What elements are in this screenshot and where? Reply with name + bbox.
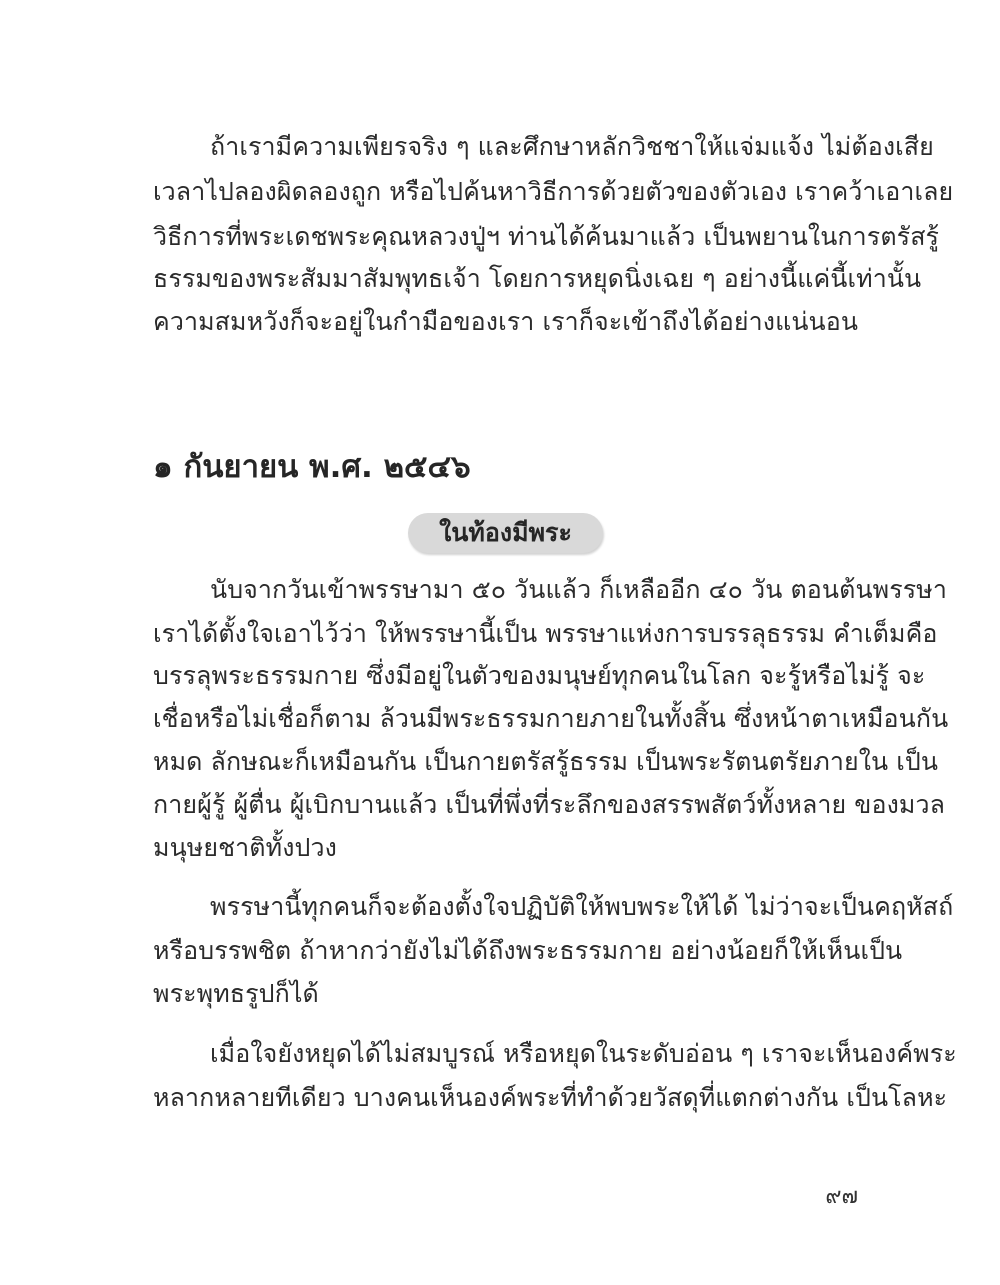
paragraph-line: เชื่อหรือไม่เชื่อก็ตาม ล้วนมีพระธรรมกายภายในทั้งสิ้น ซึ่งหน้าตาเหมือนกัน [153,704,949,733]
paragraph-line: เวลาไปลองผิดลองถูก หรือไปค้นหาวิธีการด้วยตัวของตัวเอง เราคว้าเอาเลย [153,177,954,206]
section-title-badge [408,513,603,553]
paragraph-line: กายผู้รู้ ผู้ตื่น ผู้เบิกบานแล้ว เป็นที่พึ่งที่ระลึกของสรรพสัตว์ทั้งหลาย ของมวล [153,790,946,819]
paragraph-line: เราได้ตั้งใจเอาไว้ว่า ให้พรรษานี้เป็น พรรษาแห่งการบรรลุธรรม คำเต็มคือ [153,619,938,648]
page-number: ๙๗ [825,1184,858,1209]
paragraph-line: เมื่อใจยังหยุดได้ไม่สมบูรณ์ หรือหยุดในระดับอ่อน ๆ เราจะเห็นองค์พระ [210,1039,957,1068]
paragraph-line: หรือบรรพชิต ถ้าหากว่ายังไม่ได้ถึงพระธรรมกาย อย่างน้อยก็ให้เห็นเป็น [153,936,903,965]
paragraph-line: มนุษยชาติทั้งปวง [153,833,337,862]
paragraph-line: วิธีการที่พระเดชพระคุณหลวงปู่ฯ ท่านได้ค้นมาแล้ว เป็นพยานในการตรัสรู้ [153,222,940,251]
paragraph-line: นับจากวันเข้าพรรษามา ๕๐ วันแล้ว ก็เหลืออีก ๔๐ วัน ตอนต้นพรรษา [210,575,947,604]
paragraph-line: ธรรมของพระสัมมาสัมพุทธเจ้า โดยการหยุดนิ่งเฉย ๆ อย่างนี้แค่นี้เท่านั้น [153,264,922,293]
paragraph-line: บรรลุพระธรรมกาย ซึ่งมีอยู่ในตัวของมนุษย์ทุกคนในโลก จะรู้หรือไม่รู้ จะ [153,661,926,690]
paragraph-line: ความสมหวังก็จะอยู่ในกำมือของเรา เราก็จะเข้าถึงได้อย่างแน่นอน [153,307,859,336]
paragraph-line: หมด ลักษณะก็เหมือนกัน เป็นกายตรัสรู้ธรรม เป็นพระรัตนตรัยภายใน เป็น [153,747,939,776]
paragraph-line: พรรษานี้ทุกคนก็จะต้องตั้งใจปฏิบัติให้พบพระให้ได้ ไม่ว่าจะเป็นคฤหัสถ์ [210,892,954,921]
paragraph-line: พระพุทธรูปก็ได้ [153,979,319,1008]
section-title: ในท้องมีพระ [439,518,572,547]
date-heading: ๑ กันยายน พ.ศ. ๒๕๔๖ [153,449,471,485]
paragraph-line: หลากหลายทีเดียว บางคนเห็นองค์พระที่ทำด้วยวัสดุที่แตกต่างกัน เป็นโลหะ [153,1083,948,1112]
paragraph-line: ถ้าเรามีความเพียรจริง ๆ และศึกษาหลักวิชชาให้แจ่มแจ้ง ไม่ต้องเสีย [210,132,934,161]
